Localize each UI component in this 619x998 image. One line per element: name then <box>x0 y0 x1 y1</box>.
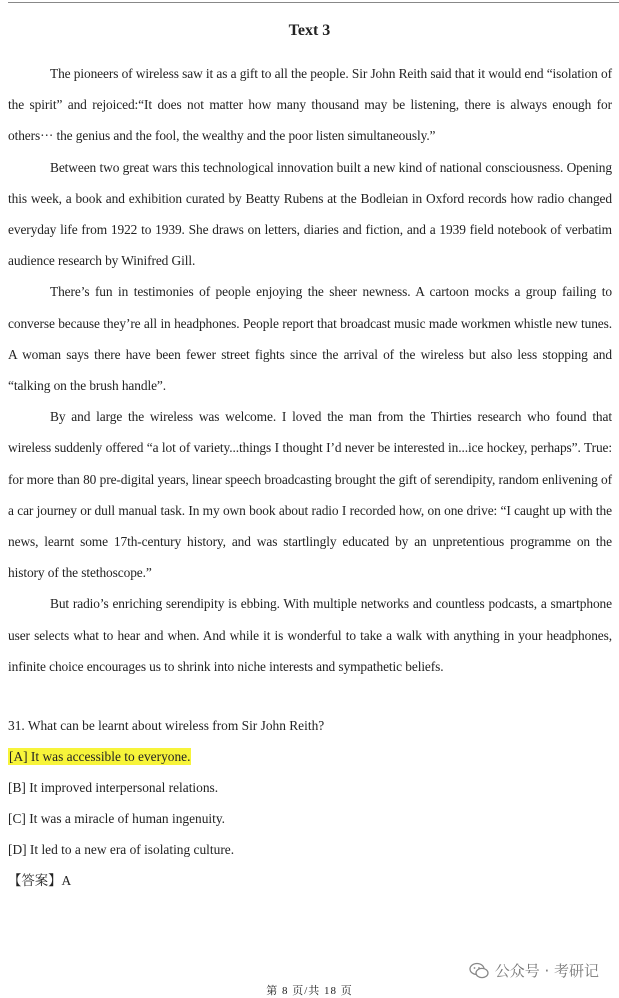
paragraph-1: The pioneers of wireless saw it as a gift to all the people. Sir John Reith said that it would end “isolation of the spirit” and rejoiced:“It does not matter how many thousand may be listening, there is always enough for others··· the genius and the fool, the wealthy and the poor listen simultaneously.” <box>8 66 612 144</box>
article-body <box>8 58 612 682</box>
page-title: Text 3 <box>288 22 331 39</box>
paragraph-3: There’s fun in testimonies of people enjoying the sheer newness. A cartoon mocks a group failing to converse because they’re all in headphones. People report that broadcast music made workmen whistle new tunes. A woman says there have been fewer street fights since the arrival of the wireless but also less stopping and “talking on the brush handle”. <box>8 284 612 394</box>
paragraph-2: Between two great wars this technological innovation built a new kind of national consciousness. Opening this week, a book and exhibition curated by Beatty Rubens at the Bodleian in Oxford records how radio changed everyday life from 1922 to 1939. She draws on letters, diaries and fiction, and a 1939 field notebook of verbatim audience research by Winifred Gill. <box>8 159 612 269</box>
question-block <box>8 710 612 896</box>
answer-label: 【答案】A <box>8 873 72 888</box>
top-rule <box>8 2 619 3</box>
option-a <box>8 741 612 772</box>
highlighted-option-a: [A] It was accessible to everyone. <box>9 749 191 764</box>
watermark-text: 公众号 · 考研记 <box>494 962 599 980</box>
paragraph-5: But radio’s enriching serendipity is ebbing. With multiple networks and countless podcasts, a smartphone user selects what to hear and when. And while it is wonderful to take a walk with anything in your headphones, infinite choice encourages us to shrink into niche interests and sympathetic beliefs. <box>8 596 612 674</box>
watermark <box>469 960 599 981</box>
page-footer: 第 8 页/共 18 页 <box>266 985 353 997</box>
option-b: [B] It improved interpersonal relations. <box>8 780 219 795</box>
paragraph-4: By and large the wireless was welcome. I loved the man from the Thirties research who found that wireless suddenly offered “a lot of variety...things I thought I’d never be interested in...ice hockey, perhaps”. True: for more than 80 pre-digital years, linear speech broadcasting brought the gift of serendipity, random enlivening of a car journey or dull manual task. In my own book about radio I recorded how, on one drive: “I caught up with the news, learnt some 17th-century history, and was startlingly educated by an unpretentious programme on the history of the stethoscope.” <box>8 409 612 581</box>
question-stem: 31. What can be learnt about wireless from Sir John Reith? <box>8 718 325 733</box>
option-d: [D] It led to a new era of isolating culture. <box>8 842 235 857</box>
wechat-icon <box>469 962 489 980</box>
option-c: [C] It was a miracle of human ingenuity. <box>8 811 226 826</box>
